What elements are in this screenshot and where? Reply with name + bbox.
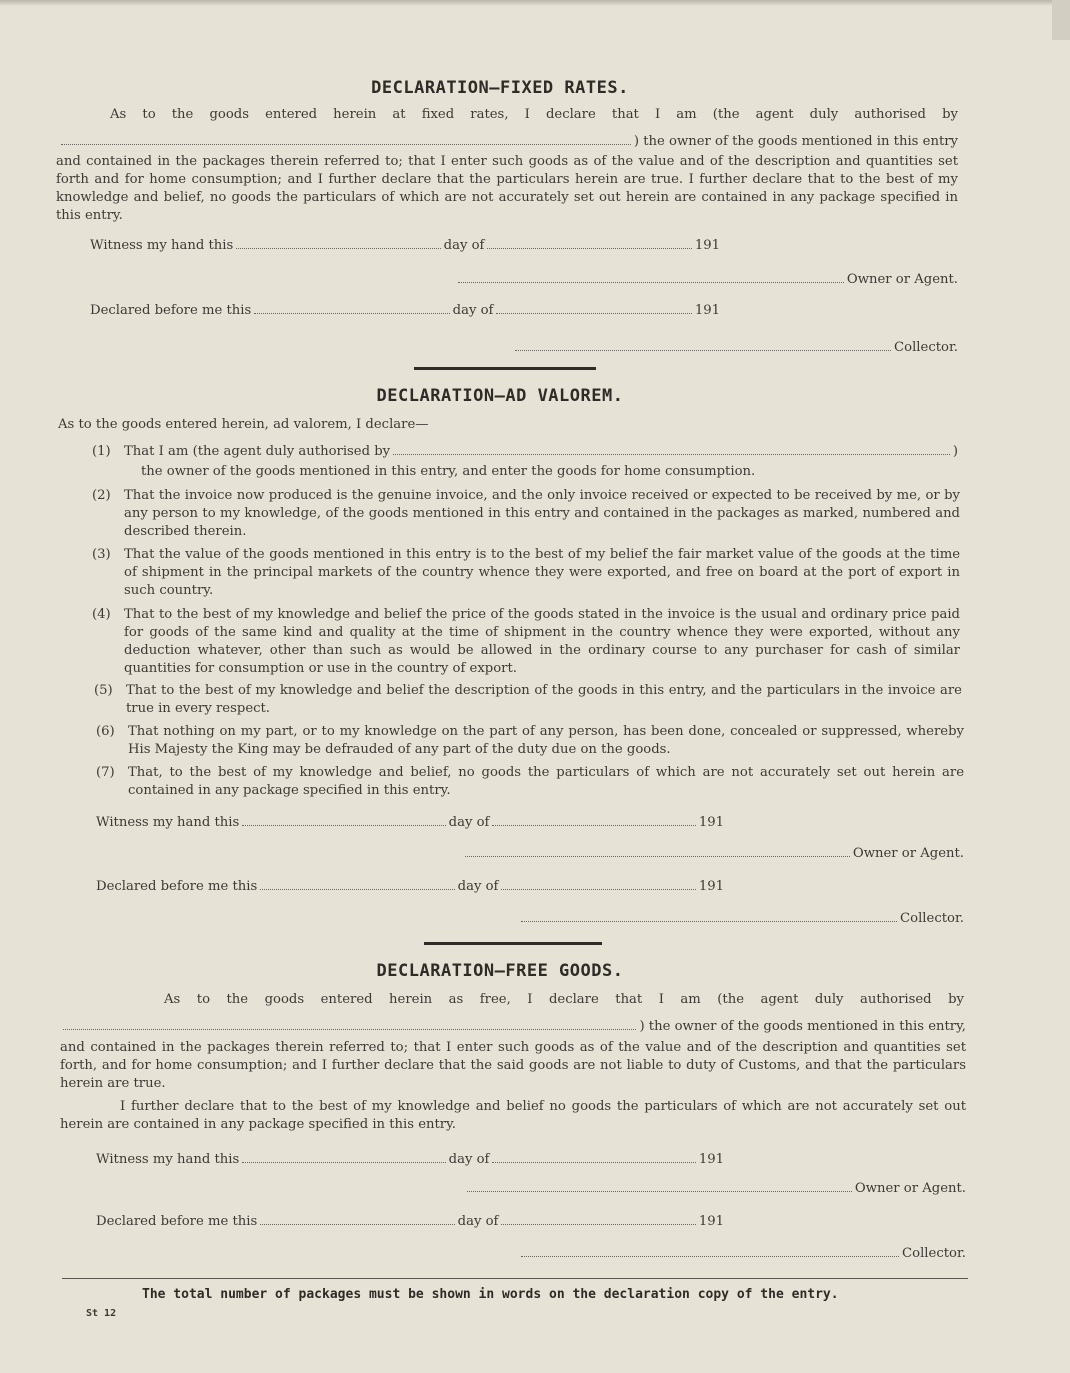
section-divider (414, 367, 596, 370)
adval-witness-row (96, 815, 724, 830)
declared-month-field[interactable] (496, 312, 691, 314)
fixed-owner-row (455, 272, 958, 287)
day-of-label: day of (448, 1152, 490, 1167)
collector-signature-field[interactable] (521, 920, 897, 922)
year-label: 191 (698, 1214, 724, 1229)
day-of-label: day of (452, 303, 494, 318)
ad-valorem-item-6 (96, 723, 964, 759)
item-text: That the value of the goods mentioned in this entry is to the best of my belief the fair market value of the goods at the time of shipment in the principal markets of the country whence they were exported, and free on board at the port of export in such country. (124, 547, 960, 598)
declared-month-field[interactable] (501, 1223, 695, 1225)
day-of-label: day of (443, 238, 485, 253)
free-goods-line2-text: ) the owner of the goods mentioned in this entry, (639, 1019, 966, 1034)
witness-label: Witness my hand this (96, 815, 240, 830)
free-collector-row (518, 1246, 966, 1261)
ad-valorem-item-2 (92, 487, 960, 541)
free-goods-line1: As to the goods entered herein as free, I declare that I am (the agent duly authorised by (164, 992, 964, 1007)
day-of-label: day of (457, 879, 499, 894)
year-label: 191 (698, 879, 724, 894)
declared-day-field[interactable] (260, 888, 454, 890)
footer-rule (62, 1278, 968, 1279)
ad-valorem-item-7 (96, 764, 964, 800)
item-text: That to the best of my knowledge and belief the price of the goods stated in the invoice is the usual and ordinary price paid for goods of the same kind and quality at the time of shipment in the country whence they were exported, without any deduction whatever, other than such as would be allowed in the ordinary course to any purchaser for cash of similar quantities for consumption or use in the country of export. (124, 607, 960, 676)
owner-label: Owner or Agent. (854, 1181, 966, 1196)
declared-day-field[interactable] (260, 1223, 454, 1225)
free-owner-row (464, 1181, 966, 1196)
footer-note: The total number of packages must be shown in words on the declaration copy of the entry. (142, 1287, 839, 1302)
day-of-label: day of (448, 815, 490, 830)
item-number: (5) (94, 683, 113, 698)
fixed-rates-line2 (58, 134, 958, 149)
paper-corner (1052, 0, 1070, 40)
adval-declared-row (96, 879, 724, 894)
collector-label: Collector. (900, 911, 964, 926)
free-goods-body2: I further declare that to the best of my knowledge and belief no goods the particulars of which are not accurately set out herein are contained in any package specified in this entry. (60, 1099, 966, 1132)
witness-month-field[interactable] (492, 824, 695, 826)
item-number: (7) (96, 765, 115, 780)
declared-day-field[interactable] (254, 312, 449, 314)
fixed-rates-line2-text: ) the owner of the goods mentioned in this entry (633, 134, 958, 149)
section-divider (424, 942, 602, 945)
free-goods-line2 (60, 1019, 966, 1034)
owner-label: Owner or Agent. (852, 846, 964, 861)
ad-valorem-item-3 (92, 546, 960, 600)
year-label: 191 (694, 238, 721, 253)
collector-signature-field[interactable] (521, 1255, 899, 1257)
ad-valorem-item-1-cont: the owner of the goods mentioned in this entry, and enter the goods for home consumption. (141, 464, 756, 479)
witness-month-field[interactable] (487, 247, 691, 249)
agent-name-field[interactable] (63, 1028, 636, 1030)
item-text: That, to the best of my knowledge and belief, no goods the particulars of which are not accurately set out herein are contained in any package specified in this entry. (128, 765, 964, 798)
fixed-rates-line1: As to the goods entered herein at fixed rates, I declare that I am (the agent duly authorised by (110, 107, 958, 122)
item-number: (1) (92, 444, 111, 459)
collector-signature-field[interactable] (515, 349, 891, 351)
ad-valorem-intro: As to the goods entered herein, ad valorem, I declare— (58, 417, 429, 432)
declared-label: Declared before me this (96, 1214, 258, 1229)
owner-signature-field[interactable] (467, 1190, 852, 1192)
form-code: St 12 (86, 1308, 117, 1319)
year-label: 191 (698, 1152, 725, 1167)
item-text-tail: ) (952, 444, 958, 459)
free-witness-row (96, 1152, 724, 1167)
ad-valorem-item-1 (92, 444, 958, 459)
item-number: (4) (92, 607, 111, 622)
fixed-declared-row (90, 303, 720, 318)
witness-label: Witness my hand this (90, 238, 234, 253)
day-of-label: day of (457, 1214, 499, 1229)
declared-label: Declared before me this (90, 303, 252, 318)
witness-label: Witness my hand this (96, 1152, 240, 1167)
owner-signature-field[interactable] (465, 855, 850, 857)
adval-owner-row (462, 846, 964, 861)
item-number: (2) (92, 488, 111, 503)
item-text: That the invoice now produced is the genuine invoice, and the only invoice received or expected to be received by me, or by any person to my knowledge, of the goods mentioned in this entry and contained in the packages as marked, numbered and described therein. (124, 488, 960, 539)
declared-month-field[interactable] (501, 888, 695, 890)
declared-label: Declared before me this (96, 879, 258, 894)
adval-collector-row (518, 911, 964, 926)
item-number: (3) (92, 547, 111, 562)
owner-label: Owner or Agent. (846, 272, 958, 287)
year-label: 191 (694, 303, 720, 318)
witness-month-field[interactable] (492, 1161, 695, 1163)
item-number: (6) (96, 724, 115, 739)
witness-day-field[interactable] (242, 824, 445, 826)
ad-valorem-item-4 (92, 606, 960, 678)
fixed-collector-row (512, 340, 958, 355)
item-text: That nothing on my part, or to my knowledge on the part of any person, has been done, concealed or suppressed, whereby His Majesty the King may be defrauded of any part of the duty due on the goods. (128, 724, 964, 757)
free-goods-body: and contained in the packages therein referred to; that I enter such goods as of the value and of the description and quantities set forth, and for home consumption; and I further declare that the said goods are not liable to duty of Customs, and that the particulars herein are true. (60, 1040, 966, 1091)
fixed-witness-row (90, 238, 720, 253)
item-text: That to the best of my knowledge and belief the description of the goods in this entry, and the particulars in the invoice are true in every respect. (126, 683, 962, 716)
ad-valorem-item-5 (94, 682, 962, 718)
witness-day-field[interactable] (236, 247, 440, 249)
free-goods-title: DECLARATION—FREE GOODS. (376, 961, 624, 981)
owner-signature-field[interactable] (458, 281, 844, 283)
agent-name-field[interactable] (61, 143, 631, 145)
fixed-rates-body: and contained in the packages therein referred to; that I enter such goods as of the value and of the description and quantities set forth and for home consumption; and I further declare that the particulars herein are true. I further declare that to the best of my knowledge and belief, no goods the particulars of which are not accurately set out herein are contained in any package specified in this entry. (56, 154, 958, 223)
fixed-rates-title: DECLARATION—FIXED RATES. (371, 78, 629, 98)
year-label: 191 (698, 815, 725, 830)
agent-name-field[interactable] (393, 453, 950, 455)
witness-day-field[interactable] (242, 1161, 445, 1163)
collector-label: Collector. (894, 340, 958, 355)
free-declared-row (96, 1214, 724, 1229)
ad-valorem-title: DECLARATION—AD VALOREM. (376, 386, 624, 406)
paper-top-edge (0, 0, 1070, 6)
item-text: That I am (the agent duly authorised by (124, 444, 391, 459)
collector-label: Collector. (902, 1246, 966, 1261)
